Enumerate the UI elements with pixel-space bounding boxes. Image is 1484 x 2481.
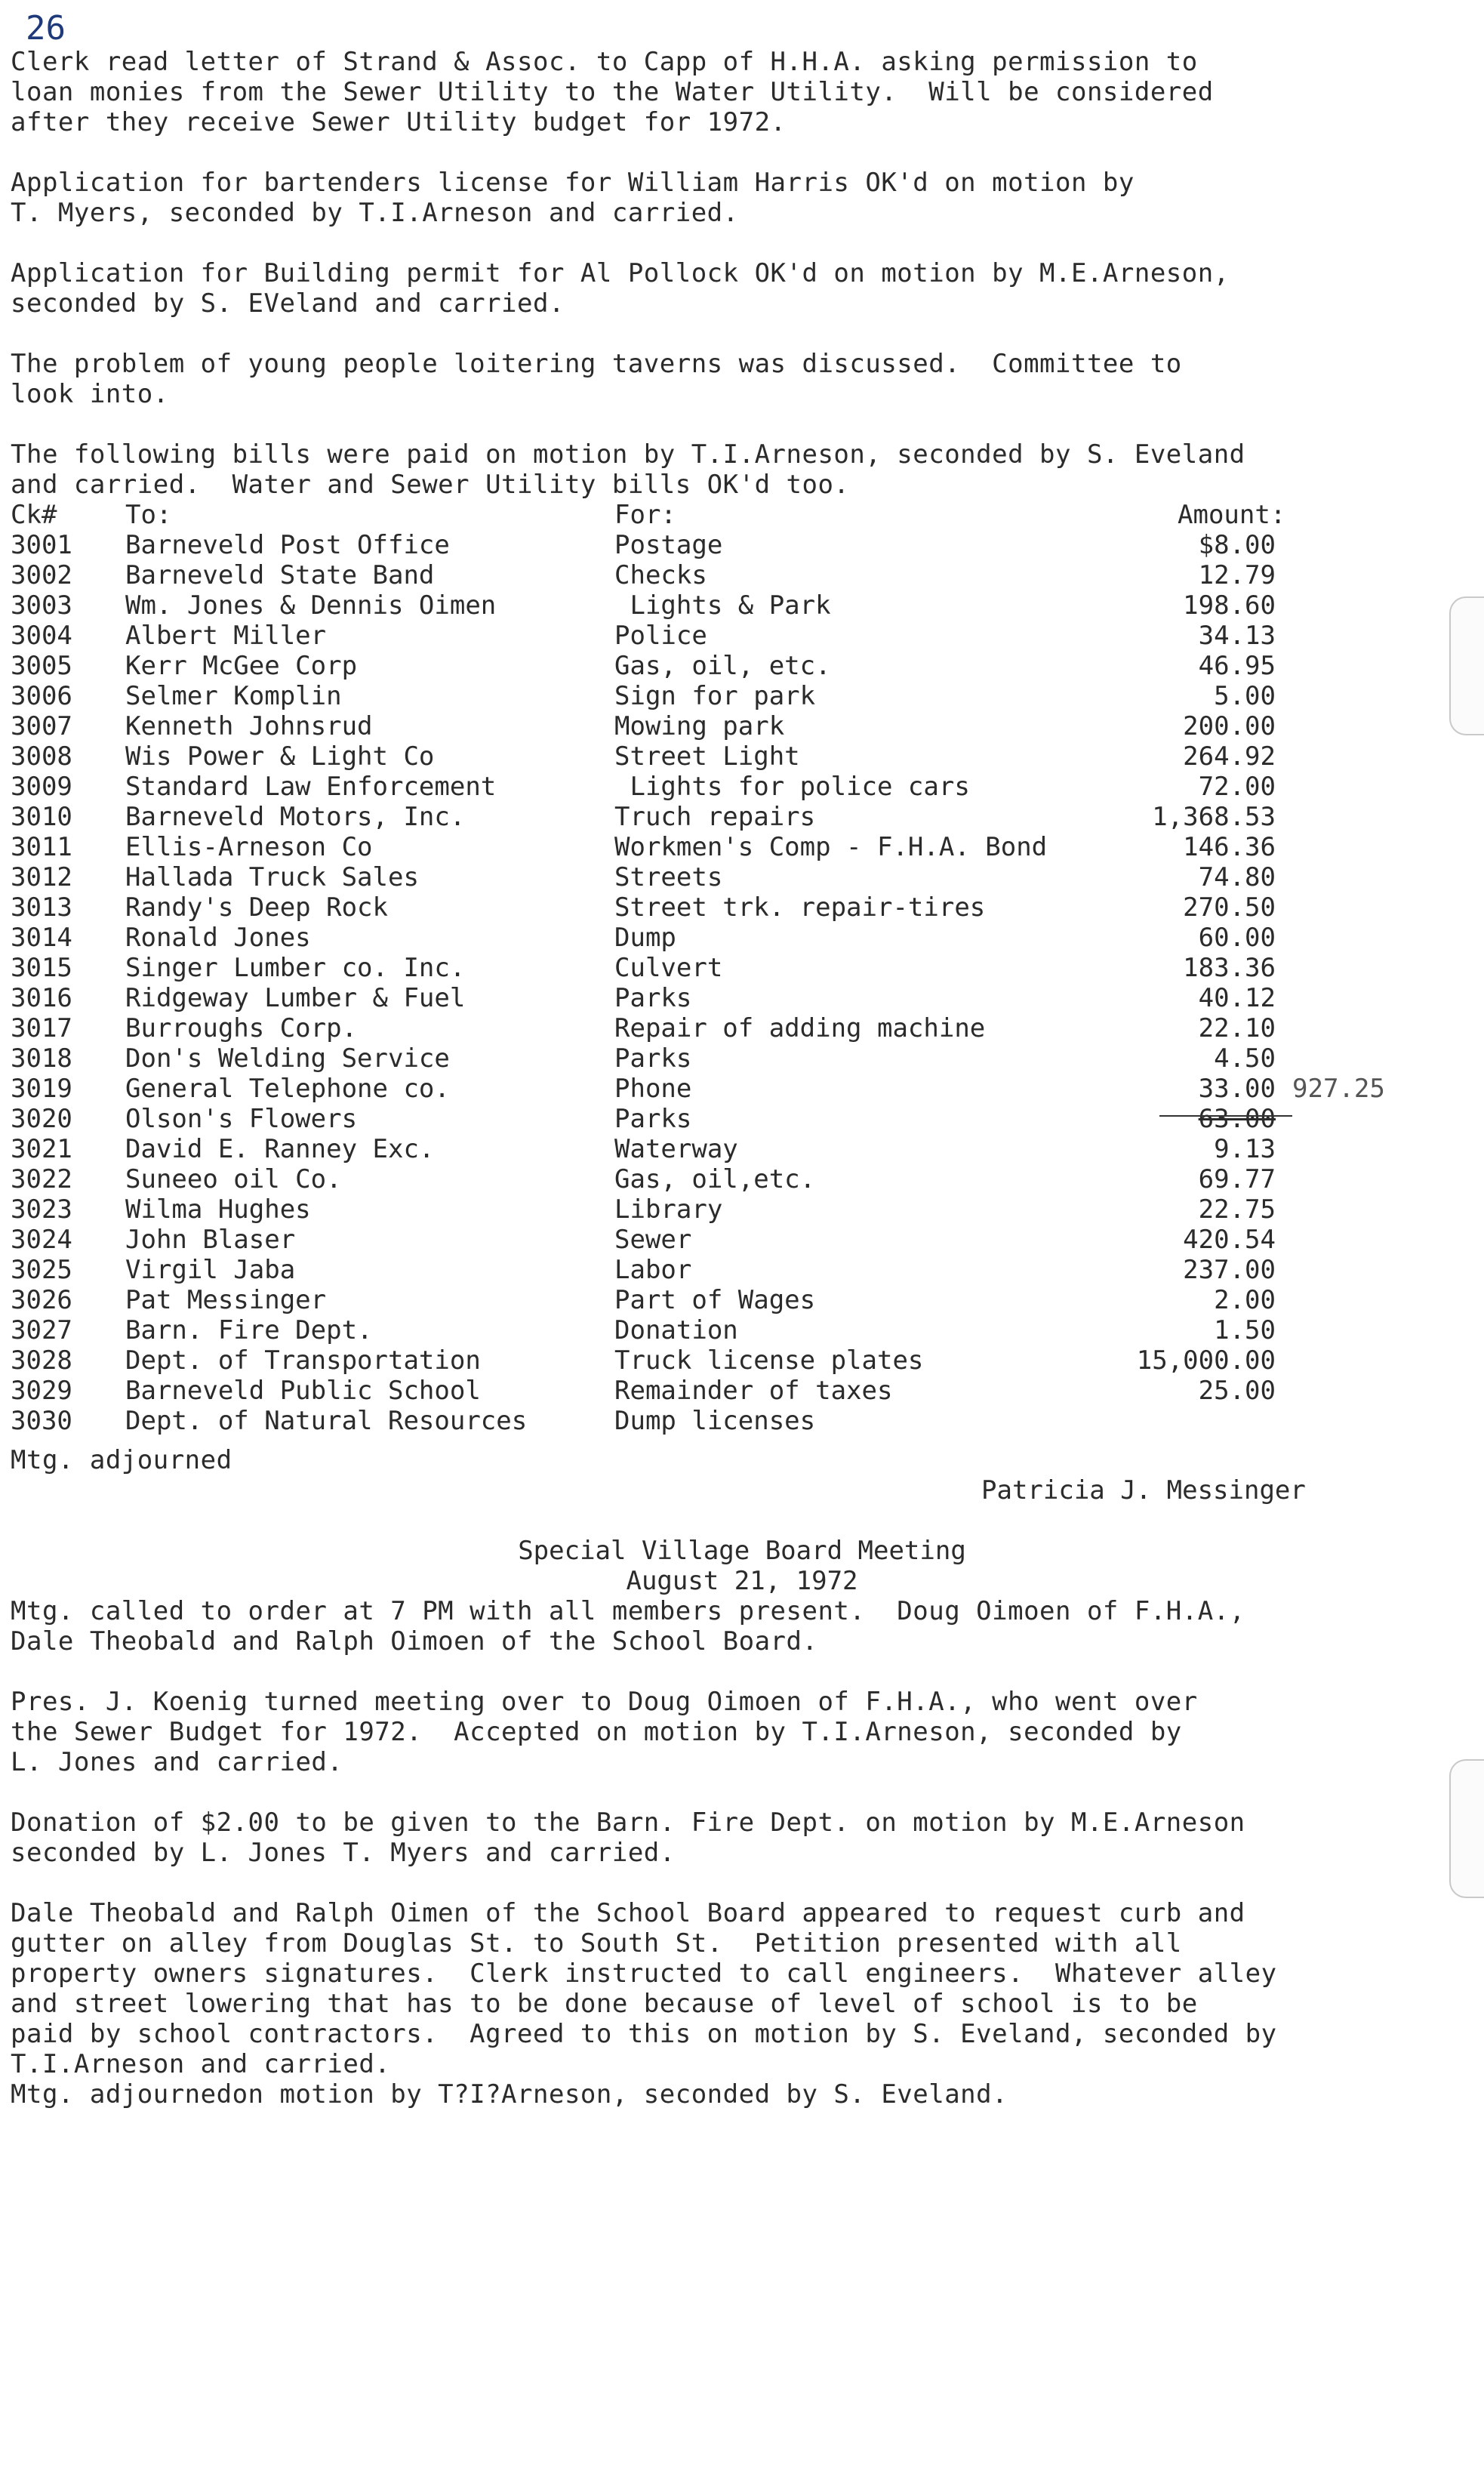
text-line: and street lowering that has to be done because of level of school is to be [11, 1989, 1198, 2019]
amount: 146.36 [1183, 832, 1276, 862]
payee: Hallada Truck Sales [125, 862, 419, 892]
amount: 22.10 [1198, 1013, 1276, 1043]
purpose: Street Light [614, 741, 800, 772]
text-line: The problem of young people loitering taverns was discussed. Committee to [11, 349, 1182, 379]
amount: 34.13 [1198, 621, 1276, 651]
purpose: Part of Wages [614, 1285, 816, 1315]
purpose: Workmen's Comp - F.H.A. Bond [614, 832, 1048, 862]
text-line: T.I.Arneson and carried. [11, 2049, 391, 2079]
column-header-to: To: [125, 500, 172, 530]
purpose: Waterway [614, 1134, 738, 1164]
text-line: Application for Building permit for Al Pollock OK'd on motion by M.E.Arneson, [11, 258, 1230, 288]
check-number: 3017 [11, 1013, 72, 1043]
text-line: the Sewer Budget for 1972. Accepted on motion by T.I.Arneson, seconded by [11, 1717, 1182, 1747]
adjourned-line: Mtg. adjourned [11, 1445, 232, 1475]
amount: 2.00 [1214, 1285, 1276, 1315]
check-number: 3026 [11, 1285, 72, 1315]
amount: 9.13 [1214, 1134, 1276, 1164]
payee: Barneveld Motors, Inc. [125, 802, 466, 832]
text-line: paid by school contractors. Agreed to this on motion by S. Eveland, seconded by [11, 2019, 1277, 2049]
payee: General Telephone co. [125, 1074, 450, 1104]
amount: 270.50 [1183, 892, 1276, 923]
purpose: Phone [614, 1074, 692, 1104]
amount: 72.00 [1198, 772, 1276, 802]
check-number: 3021 [11, 1134, 72, 1164]
payee: Don's Welding Service [125, 1043, 450, 1074]
purpose: Lights for police cars [614, 772, 970, 802]
check-number: 3028 [11, 1345, 72, 1376]
purpose: Parks [614, 1104, 692, 1134]
payee: Randy's Deep Rock [125, 892, 388, 923]
amount: 22.75 [1198, 1194, 1276, 1225]
text-line: The following bills were paid on motion by T.I.Arneson, seconded by S. Eveland [11, 439, 1245, 470]
payee: Pat Messinger [125, 1285, 327, 1315]
amount: 46.95 [1198, 651, 1276, 681]
payee: Suneeo oil Co. [125, 1164, 342, 1194]
text-line: Dale Theobald and Ralph Oimoen of the School Board. [11, 1626, 818, 1657]
purpose: Streets [614, 862, 723, 892]
text-line: Application for bartenders license for William Harris OK'd on motion by [11, 168, 1135, 198]
text-line: Clerk read letter of Strand & Assoc. to Capp of H.H.A. asking permission to [11, 47, 1198, 77]
check-number: 3002 [11, 560, 72, 590]
payee: Singer Lumber co. Inc. [125, 953, 466, 983]
purpose: Parks [614, 983, 692, 1013]
check-number: 3014 [11, 923, 72, 953]
check-number: 3015 [11, 953, 72, 983]
text-line: T. Myers, seconded by T.I.Arneson and carried. [11, 198, 739, 228]
payee: Ridgeway Lumber & Fuel [125, 983, 466, 1013]
amount: 60.00 [1198, 923, 1276, 953]
amount: 33.00 [1198, 1074, 1276, 1104]
payee: Wm. Jones & Dennis Oimen [125, 590, 497, 621]
purpose: Gas, oil,etc. [614, 1164, 816, 1194]
check-number: 3023 [11, 1194, 72, 1225]
special-meeting-title: Special Village Board Meeting [518, 1536, 966, 1566]
purpose: Lights & Park [614, 590, 831, 621]
binder-clip [1449, 1759, 1484, 1898]
purpose: Police [614, 621, 707, 651]
check-number: 3027 [11, 1315, 72, 1345]
amount: 1,368.53 [1152, 802, 1276, 832]
payee: Selmer Komplin [125, 681, 342, 711]
payee: Barneveld Public School [125, 1376, 481, 1406]
payee: Barneveld State Band [125, 560, 435, 590]
payee: Burroughs Corp. [125, 1013, 358, 1043]
check-number: 3008 [11, 741, 72, 772]
check-number: 3001 [11, 530, 72, 560]
check-number: 3024 [11, 1225, 72, 1255]
amount: 4.50 [1214, 1043, 1276, 1074]
purpose: Culvert [614, 953, 723, 983]
check-number: 3006 [11, 681, 72, 711]
payee: Wis Power & Light Co [125, 741, 435, 772]
payee: Dept. of Transportation [125, 1345, 481, 1376]
payee: Ronald Jones [125, 923, 311, 953]
payee: Dept. of Natural Resources [125, 1406, 528, 1436]
check-number: 3013 [11, 892, 72, 923]
page-number: 26 [26, 9, 66, 48]
amount: 237.00 [1183, 1255, 1276, 1285]
text-line: and carried. Water and Sewer Utility bills OK'd too. [11, 470, 850, 500]
column-header-for: For: [614, 500, 676, 530]
payee: Kerr McGee Corp [125, 651, 358, 681]
check-number: 3011 [11, 832, 72, 862]
amount: 1.50 [1214, 1315, 1276, 1345]
amount: 25.00 [1198, 1376, 1276, 1406]
purpose: Sewer [614, 1225, 692, 1255]
payee: Wilma Hughes [125, 1194, 311, 1225]
payee: Virgil Jaba [125, 1255, 296, 1285]
special-meeting-date: August 21, 1972 [626, 1566, 858, 1596]
check-number: 3018 [11, 1043, 72, 1074]
payee: Barn. Fire Dept. [125, 1315, 373, 1345]
purpose: Parks [614, 1043, 692, 1074]
text-line: property owners signatures. Clerk instructed to call engineers. Whatever alley [11, 1959, 1277, 1989]
amount: 40.12 [1198, 983, 1276, 1013]
amount: $8.00 [1198, 530, 1276, 560]
payee: Barneveld Post Office [125, 530, 450, 560]
column-header-ck: Ck# [11, 500, 57, 530]
amount: 74.80 [1198, 862, 1276, 892]
payee: Olson's Flowers [125, 1104, 358, 1134]
payee: Standard Law Enforcement [125, 772, 497, 802]
purpose: Mowing park [614, 711, 785, 741]
purpose: Street trk. repair-tires [614, 892, 986, 923]
purpose: Remainder of taxes [614, 1376, 893, 1406]
text-line: loan monies from the Sewer Utility to the Water Utility. Will be considered [11, 77, 1214, 107]
amount: 12.79 [1198, 560, 1276, 590]
purpose: Dump [614, 923, 676, 953]
purpose: Dump licenses [614, 1406, 816, 1436]
purpose: Checks [614, 560, 707, 590]
check-number: 3022 [11, 1164, 72, 1194]
amount: 69.77 [1198, 1164, 1276, 1194]
payee: John Blaser [125, 1225, 296, 1255]
check-number: 3025 [11, 1255, 72, 1285]
payee: Albert Miller [125, 621, 327, 651]
text-line: gutter on alley from Douglas St. to South St. Petition presented with all [11, 1928, 1182, 1959]
purpose: Gas, oil, etc. [614, 651, 831, 681]
text-line: Mtg. called to order at 7 PM with all members present. Doug Oimoen of F.H.A., [11, 1596, 1245, 1626]
text-line: Mtg. adjournedon motion by T?I?Arneson, seconded by S. Eveland. [11, 2079, 1008, 2110]
purpose: Sign for park [614, 681, 816, 711]
payee: Ellis-Arneson Co [125, 832, 373, 862]
amount: 183.36 [1183, 953, 1276, 983]
purpose: Labor [614, 1255, 692, 1285]
check-number: 3030 [11, 1406, 72, 1436]
amount: 63.00 [1198, 1104, 1276, 1134]
payee: Kenneth Johnsrud [125, 711, 373, 741]
binder-clip [1449, 596, 1484, 735]
purpose: Truch repairs [614, 802, 816, 832]
purpose: Repair of adding machine [614, 1013, 986, 1043]
margin-subtotal: 927.25 [1292, 1074, 1385, 1104]
purpose: Donation [614, 1315, 738, 1345]
amount: 5.00 [1214, 681, 1276, 711]
check-number: 3005 [11, 651, 72, 681]
check-number: 3004 [11, 621, 72, 651]
check-number: 3009 [11, 772, 72, 802]
check-number: 3010 [11, 802, 72, 832]
amount: 198.60 [1183, 590, 1276, 621]
purpose: Truck license plates [614, 1345, 924, 1376]
subtotal-rule [1159, 1115, 1292, 1117]
text-line: look into. [11, 379, 169, 409]
text-line: seconded by L. Jones T. Myers and carried. [11, 1838, 676, 1868]
amount: 264.92 [1183, 741, 1276, 772]
check-number: 3007 [11, 711, 72, 741]
text-line: Donation of $2.00 to be given to the Barn. Fire Dept. on motion by M.E.Arneson [11, 1808, 1245, 1838]
text-line: after they receive Sewer Utility budget for 1972. [11, 107, 787, 137]
column-header-amount: Amount: [1178, 500, 1286, 530]
text-line: L. Jones and carried. [11, 1747, 343, 1777]
purpose: Postage [614, 530, 723, 560]
check-number: 3029 [11, 1376, 72, 1406]
amount: 200.00 [1183, 711, 1276, 741]
check-number: 3020 [11, 1104, 72, 1134]
check-number: 3016 [11, 983, 72, 1013]
text-line: Pres. J. Koenig turned meeting over to Doug Oimoen of F.H.A., who went over [11, 1687, 1198, 1717]
clerk-signature: Patricia J. Messinger [981, 1475, 1306, 1506]
amount: 15,000.00 [1136, 1345, 1276, 1376]
check-number: 3019 [11, 1074, 72, 1104]
text-line: Dale Theobald and Ralph Oimen of the School Board appeared to request curb and [11, 1898, 1245, 1928]
check-number: 3012 [11, 862, 72, 892]
text-line: seconded by S. EVeland and carried. [11, 288, 565, 319]
check-number: 3003 [11, 590, 72, 621]
purpose: Library [614, 1194, 723, 1225]
payee: David E. Ranney Exc. [125, 1134, 435, 1164]
amount: 420.54 [1183, 1225, 1276, 1255]
